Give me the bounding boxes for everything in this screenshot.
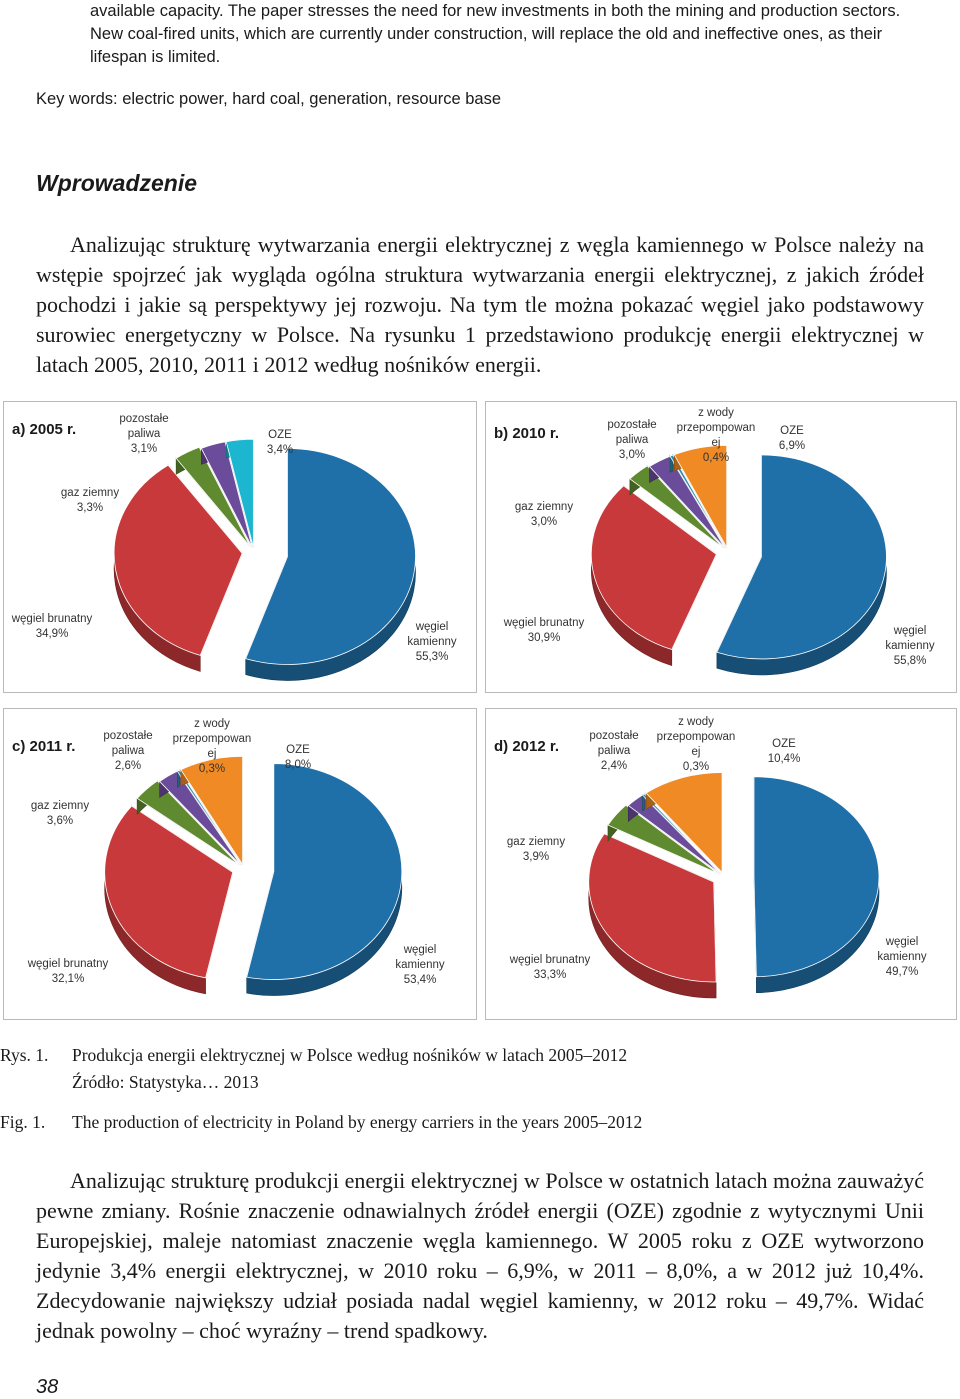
slice-label — [267, 429, 293, 456]
slice-label-text: węgiel brunatny — [509, 954, 591, 966]
slice-label — [503, 617, 585, 644]
slice-label-text: kamienny — [395, 959, 445, 971]
slice-label-text: gaz ziemny — [514, 501, 574, 513]
slice-label — [103, 730, 152, 772]
slice-value: 30,9% — [527, 632, 561, 644]
slice-value: 2,4% — [600, 760, 628, 772]
slice-label-text: OZE — [780, 425, 804, 437]
slice-label-text: OZE — [268, 429, 292, 441]
abstract-line: New coal-fired units, which are currently under construction, will replace the old and ineffective ones, as their — [90, 25, 883, 43]
slice-label-text: z wody — [678, 716, 714, 728]
slice-label — [515, 501, 573, 528]
slice-label-text: paliwa — [615, 434, 649, 446]
slice-label — [61, 487, 119, 514]
slice-label-text: ej — [207, 748, 217, 760]
slice-label-text: węgiel brunatny — [503, 617, 585, 629]
slice-label — [285, 744, 311, 771]
caption-label: Fig. 1. — [0, 1112, 46, 1132]
abstract-line: available capacity. The paper stresses the need for new investments in both the mining and production sectors. — [90, 2, 901, 20]
slice-label — [657, 716, 736, 773]
slice-value: 8,0% — [284, 759, 312, 771]
slice-value: 3,1% — [130, 443, 158, 455]
slice-label — [768, 738, 801, 765]
slice-value: 6,9% — [778, 440, 806, 452]
paragraph-text: Analizując strukturę produkcji energii elektrycznej w Polsce w ostatnich latach można zauważyć pewne zmiany. Rośnie znaczenie odnawialnych źródeł energii (OZE) zgodnie z wytycznymi Unii Europejskiej, maleje natomiast znaczenie węgla kamiennego. W 2005 roku z OZE wytworzono jedynie 3,4% energii elektrycznej, w 2010 roku – 6,9%, w 2011 – 8,0%, a w 2012 już 10,4%. Zdecydowanie największy udział posiada nadal węgiel kamienny, w 2012 roku – 49,7%. Widać jednak powolny – choć wyraźny – trend spadkowy. — [36, 1168, 924, 1343]
slice-label-text: węgiel brunatny — [27, 958, 109, 970]
paragraph-analysis — [36, 1166, 924, 1346]
slice-value: 10,4% — [767, 753, 801, 765]
slice-label — [885, 625, 934, 667]
slice-label — [31, 800, 89, 827]
slice-label-text: węgiel — [415, 621, 449, 633]
slice-label — [119, 413, 168, 455]
slice-label — [779, 425, 805, 452]
paragraph-intro — [36, 230, 924, 380]
slice-label-text: przepompowan — [656, 731, 736, 743]
caption-english — [0, 1109, 642, 1136]
pie-slice — [754, 777, 879, 977]
pie-slices — [589, 772, 879, 998]
slice-label-text: gaz ziemny — [30, 800, 90, 812]
figure-caption — [0, 1042, 642, 1136]
slice-label — [509, 954, 591, 981]
chart-svg — [4, 402, 476, 692]
slice-label — [11, 613, 93, 640]
slice-label-text: OZE — [286, 744, 310, 756]
keywords: Key words: electric power, hard coal, generation, resource base — [36, 90, 501, 108]
slice-label-text: OZE — [772, 738, 796, 750]
slice-label — [27, 958, 109, 985]
slice-label-text: przepompowan — [172, 733, 252, 745]
pie-slices — [114, 439, 415, 680]
slice-label-text: z wody — [698, 407, 734, 419]
slice-value: 0,4% — [702, 452, 730, 464]
slice-value: 32,1% — [51, 973, 85, 985]
chart-title: c) 2011 r. — [12, 738, 76, 755]
slice-label-text: węgiel brunatny — [11, 613, 93, 625]
paragraph-text: Analizując strukturę wytwarzania energii elektrycznej z węgla kamiennego w Polsce należy na wstępie spojrzeć jak wygląda ogólna struktura wytwarzania energii elektrycznej, z jakich źródeł pochodzi i jakie są perspektywy jej rozwoju. Na tym tle można pokazać węgiel jako podstawowy surowiec energetyczny w Polsce. Na rysunku 1 przedstawiono produkcję energii elektrycznej w latach 2005, 2010, 2011 i 2012 według nośników energii. — [36, 232, 924, 377]
caption-source: Źródło: Statystyka… 2013 — [72, 1072, 259, 1092]
pie-chart-2011 — [3, 708, 477, 1020]
slice-value: 33,3% — [533, 969, 567, 981]
slice-label-text: węgiel — [403, 944, 437, 956]
chart-svg — [4, 709, 476, 1019]
chart-svg — [486, 709, 956, 1019]
abstract-continuation — [90, 0, 924, 69]
pie-chart-2010 — [485, 401, 957, 693]
pie-slices — [591, 445, 886, 675]
caption-source-row — [0, 1069, 642, 1096]
slice-label-text: z wody — [194, 718, 230, 730]
slice-label-text: węgiel — [885, 936, 919, 948]
slice-value: 3,0% — [618, 449, 646, 461]
pie-slices — [105, 756, 402, 995]
caption-label: Rys. 1. — [0, 1045, 49, 1065]
slice-label — [507, 836, 565, 863]
slice-label-text: gaz ziemny — [506, 836, 566, 848]
slice-value: 49,7% — [885, 966, 919, 978]
slice-label-text: paliwa — [127, 428, 161, 440]
caption-polish — [0, 1042, 642, 1069]
slice-label-text: kamienny — [885, 640, 935, 652]
slice-value: 3,4% — [266, 444, 294, 456]
slice-label-text: kamienny — [407, 636, 457, 648]
slice-value: 55,3% — [415, 651, 449, 663]
pie-chart-2012 — [485, 708, 957, 1020]
slice-value: 2,6% — [114, 760, 142, 772]
slice-label-text: węgiel — [893, 625, 927, 637]
slice-label-text: pozostałe — [607, 419, 657, 431]
pie-chart-2005 — [3, 401, 477, 693]
section-title: Wprowadzenie — [36, 170, 198, 196]
slice-label-text: kamienny — [877, 951, 927, 963]
page-number: 38 — [36, 1376, 59, 1398]
slice-value: 53,4% — [403, 974, 437, 986]
slice-label — [607, 419, 656, 461]
chart-title: b) 2010 r. — [494, 425, 560, 442]
caption-text: The production of electricity in Poland by energy carriers in the years 2005–2012 — [72, 1112, 643, 1132]
slice-label — [877, 936, 926, 978]
slice-label-text: ej — [711, 437, 721, 449]
slice-label-text: paliwa — [111, 745, 145, 757]
slice-label-text: gaz ziemny — [60, 487, 120, 499]
slice-label-text: przepompowan — [676, 422, 756, 434]
slice-label — [407, 621, 456, 663]
slice-value: 0,3% — [198, 763, 226, 775]
slice-value: 3,3% — [76, 502, 104, 514]
abstract-line: lifespan is limited. — [90, 48, 221, 66]
slice-value: 34,9% — [35, 628, 69, 640]
slice-label-text: pozostałe — [589, 730, 639, 742]
slice-label — [395, 944, 444, 986]
slice-value: 3,0% — [530, 516, 558, 528]
slice-value: 3,9% — [522, 851, 550, 863]
slice-label-text: paliwa — [597, 745, 631, 757]
chart-svg — [486, 402, 956, 692]
chart-title: d) 2012 r. — [494, 738, 560, 755]
slice-value: 3,6% — [46, 815, 74, 827]
slice-value: 55,8% — [893, 655, 927, 667]
slice-label-text: pozostałe — [119, 413, 169, 425]
chart-title: a) 2005 r. — [12, 421, 77, 438]
slice-label-text: ej — [691, 746, 701, 758]
slice-value: 0,3% — [682, 761, 710, 773]
slice-label-text: pozostałe — [103, 730, 153, 742]
slice-label — [589, 730, 638, 772]
caption-text: Produkcja energii elektrycznej w Polsce według nośników w latach 2005–2012 — [72, 1045, 628, 1065]
